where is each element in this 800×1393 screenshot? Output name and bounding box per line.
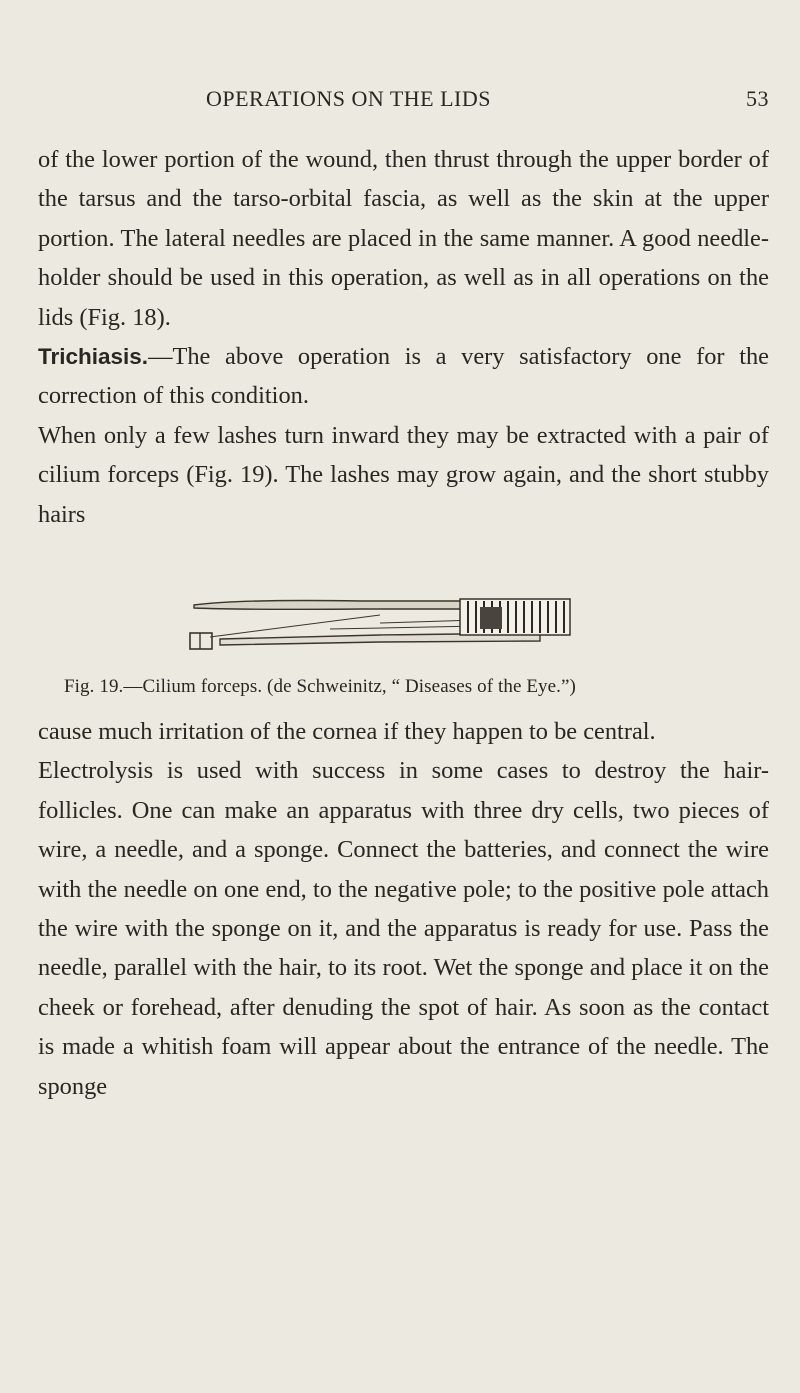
- paragraph-lashes: When only a few lashes turn inward they may be extracted with a pair of cilium forceps (Fig. 19). The lashes may grow again, and the short stubby hairs: [38, 421, 769, 528]
- paragraph-cornea: cause much irritation of the cornea if they happen to be central.: [38, 718, 656, 745]
- body-text-top: [38, 140, 769, 534]
- paragraph-electrolysis: Electrolysis is used with success in some cases to destroy the hair-follicles. One can make an apparatus with three dry cells, two pieces of wire, a needle, and a sponge. Connect the batteries, and connect the wire with the needle on one end, to the negative pole; to the positive pole attach the wire with the sponge on it, and the apparatus is ready for use. Pass the needle, parallel with the hair, to its root. Wet the sponge and place it on the cheek or forehead, after denuding the spot of hair. As soon as the contact is made a whitish foam will appear about the entrance of the needle. The sponge: [38, 757, 769, 1100]
- figure-caption: Fig. 19.—Cilium forceps. (de Schweinitz, “ Diseases of the Eye.”): [64, 676, 576, 697]
- paragraph-wound: of the lower portion of the wound, then thrust through the upper border of the tarsus and the tarso-orbital fascia, as well as the skin at the upper portion. The lateral needles are placed in the same manner. A good needle-holder should be used in this operation, as well as in all operations on the lids (Fig. 18).: [38, 146, 769, 331]
- section-heading-trichiasis: Trichiasis.: [38, 344, 149, 370]
- cilium-forceps-illustration: [180, 595, 600, 655]
- paragraph-trichiasis: [38, 337, 769, 416]
- figure-cilium-forceps: [180, 595, 600, 655]
- running-head: OPERATIONS ON THE LIDS: [206, 86, 491, 111]
- body-text-bottom: [38, 712, 769, 1106]
- page-number: 53: [746, 86, 769, 111]
- page-header: [38, 86, 769, 120]
- trichiasis-text: —The above operation is a very satisfactory one for the correction of this condition.: [38, 343, 769, 410]
